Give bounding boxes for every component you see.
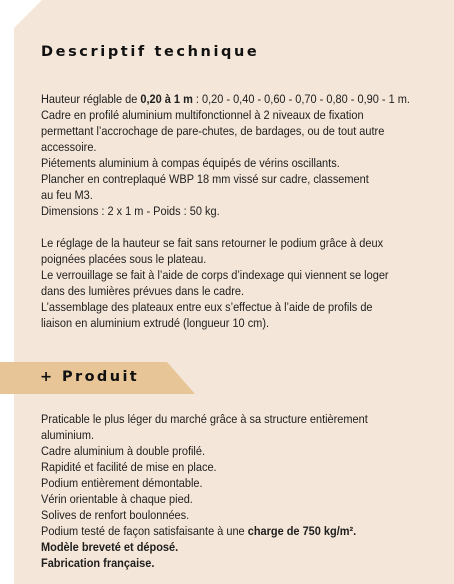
tech-line: Dimensions : 2 x 1 m - Poids : 50 kg. [41, 204, 220, 218]
patent-line [41, 539, 428, 555]
product-features [41, 411, 428, 571]
tech-line: accessoire. [41, 140, 97, 154]
feature-line: Vérin orientable à chaque pied. [41, 492, 193, 506]
tech-line: Piétements aluminium à compas équipés de vérins oscillants. [41, 156, 340, 170]
feature-line: Praticable le plus léger du marché grâce à sa structure entièrement [41, 412, 368, 426]
assembly-description [41, 235, 428, 331]
tech-line: au feu M3. [41, 188, 93, 202]
feature-line: Podium entièrement démontable. [41, 476, 203, 490]
assembly-line: poignées placées sous le plateau. [41, 252, 207, 266]
patent-text: Modèle breveté et déposé. [41, 540, 179, 554]
assembly-line: Le réglage de la hauteur se fait sans retourner le podium grâce à deux [41, 236, 384, 250]
feature-line: Cadre aluminium à double profilé. [41, 444, 206, 458]
product-banner-label: + Produit [40, 369, 140, 385]
height-values: : 0,20 - 0,40 - 0,60 - 0,70 - 0,80 - 0,90 - 1 m. [192, 92, 410, 106]
assembly-line: L’assemblage des plateaux entre eux s’effectue à l’aide de profils de [41, 300, 373, 314]
load-test-line [41, 523, 428, 539]
tech-line: Plancher en contreplaqué WBP 18 mm vissé sur cadre, classement [41, 172, 369, 186]
height-line [41, 91, 428, 107]
height-prefix: Hauteur réglable de [41, 92, 141, 106]
tech-line: permettant l’accrochage de pare-chutes, de bardages, ou de tout autre [41, 124, 385, 138]
feature-line: Rapidité et facilité de mise en place. [41, 460, 217, 474]
made-in-text: Fabrication française. [41, 556, 155, 570]
made-in-line [41, 555, 428, 571]
assembly-line: Le verrouillage se fait à l’aide de corps d’indexage qui viennent se loger [41, 268, 389, 282]
section-title: Descriptif technique [41, 44, 260, 60]
height-range: 0,20 à 1 m [140, 92, 193, 106]
tech-line: Cadre en profilé aluminium multifonctionnel à 2 niveaux de fixation [41, 108, 364, 122]
feature-line: Solives de renfort boulonnées. [41, 508, 190, 522]
assembly-line: dans des lumières prévues dans le cadre. [41, 284, 245, 298]
load-test-prefix: Podium testé de façon satisfaisante à une [41, 524, 248, 538]
technical-description [41, 91, 428, 219]
load-capacity: charge de 750 kg/m². [247, 524, 357, 538]
assembly-line: liaison en aluminium extrudé (longueur 10 cm). [41, 316, 270, 330]
feature-line: aluminium. [41, 428, 95, 442]
